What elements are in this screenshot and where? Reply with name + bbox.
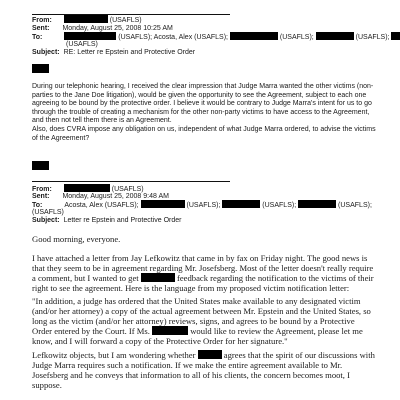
email1-from-value: (USAFLS) xyxy=(109,17,142,24)
redaction-block xyxy=(391,32,400,40)
email1-to-part: (USAFLS); xyxy=(279,34,314,41)
email2-p2-text-a: Lefkowitz objects, but I am wondering whether xyxy=(32,350,196,360)
redaction-block xyxy=(64,184,110,192)
redaction-block xyxy=(141,273,175,282)
email2-to-part: (USAFLS); xyxy=(186,202,221,209)
email1-to-part: (USAFLS); xyxy=(355,34,390,41)
email2-quoted-language xyxy=(32,296,376,346)
email1-to-label: To: xyxy=(32,34,43,41)
email2-to-part: Acosta, Alex (USAFLS); xyxy=(64,202,139,209)
email1-sent-label: Sent: xyxy=(32,25,50,32)
email2-to-label: To: xyxy=(32,202,43,209)
email1-from-label: From: xyxy=(32,17,52,24)
redaction-block xyxy=(141,200,185,208)
redaction-block xyxy=(32,161,49,170)
email2-subject-label: Subject: xyxy=(32,217,60,224)
email1-subject-label: Subject: xyxy=(32,49,60,56)
redaction-block xyxy=(230,32,278,40)
email2-quote-text-b: would like to review the Agreement, please let me know, and I will forward a copy of the Protective Order for her signature." xyxy=(32,326,363,346)
email1-subject-value: RE: Letter re Epstein and Protective Order xyxy=(63,49,196,56)
redaction-block xyxy=(316,32,354,40)
email2-to-part: (USAFLS); xyxy=(338,202,372,209)
email2-p1-text-b: feedback regarding the notification to the victims of their right to see the agreement. Here is the language from my proposed victim notification letter: xyxy=(32,273,374,293)
redaction-block xyxy=(222,200,260,208)
email1-to-part: (USAFLS); Acosta, Alex (USAFLS); xyxy=(118,34,228,41)
email1-sent-value: Monday, August 25, 2008 10:25 AM xyxy=(62,25,173,32)
email2-paragraph-1 xyxy=(32,253,376,293)
email2-to-line xyxy=(32,200,372,210)
email2-quote-text-a: "In addition, a judge has ordered that the United States make available to any designated victim (and/or her attorney) a copy of the actual agreement between Mr. Epstein and the United States, so long as the victim (and/or her attorney) reviews, signs, and agrees to be bound by a Protective Order entered by the Court. If Ms. xyxy=(32,296,371,336)
email2-sent-value: Monday, August 25, 2008 9:48 AM xyxy=(62,193,169,200)
email2-to-part: (USAFLS); xyxy=(262,202,297,209)
redaction-block xyxy=(152,326,188,335)
email2-paragraph-2 xyxy=(32,350,376,390)
redaction-block xyxy=(298,200,336,208)
email2-greeting: Good morning, everyone. xyxy=(32,234,121,244)
email2-from-value: (USAFLS) xyxy=(111,186,144,193)
email2-p2-text-b: agrees that the spirit of our discussions with Judge Marra requires such a notification. If we make the entire agreement available to Mr. Josefsberg and he conveys that information to all of his clients, the concern becomes moot, I suppose. xyxy=(32,350,375,390)
email2-p1-text-a: I have attached a letter from Jay Lefkowitz that came in by fax on Friday night. The good news is that they seem to be in agreement regarding Mr. Josefsberg. Most of the letter doesn't really require a comment, but I wanted to get xyxy=(32,253,374,283)
redaction-block xyxy=(198,350,222,359)
email1-body-paragraph: During our telephonic hearing, I received the clear impression that Judge Marra wanted the other victims (non-parties to the Jane Doe litigation), would be given the opportunity to see the Agreement, subject to each one agreeing to be bound by the protective order. I believe it would be contrary to Judge Marra's intent for us to go through the trouble of creating a mechanism for the other non-party victims to have access to the Agreement, and then not tell them there is an Agreement. xyxy=(32,83,374,125)
email2-subject-value: Letter re Epstein and Protective Order xyxy=(63,217,182,224)
email2-from-label: From: xyxy=(32,186,52,193)
email2-sent-label: Sent: xyxy=(32,193,50,200)
redaction-block xyxy=(32,64,49,73)
redaction-block xyxy=(64,15,108,23)
email1-to-cont-value: (USAFLS) xyxy=(66,41,98,48)
email1-body-question: Also, does CVRA impose any obligation on us, independent of what Judge Marra ordered, to advise the victims of the Agreement? xyxy=(32,126,376,142)
email2-subject-line xyxy=(32,216,181,225)
header-rule-bottom xyxy=(32,181,230,182)
redaction-block xyxy=(64,32,116,40)
email1-subject-line xyxy=(32,48,195,57)
email2-to-cont-value: (USAFLS) xyxy=(32,209,64,216)
